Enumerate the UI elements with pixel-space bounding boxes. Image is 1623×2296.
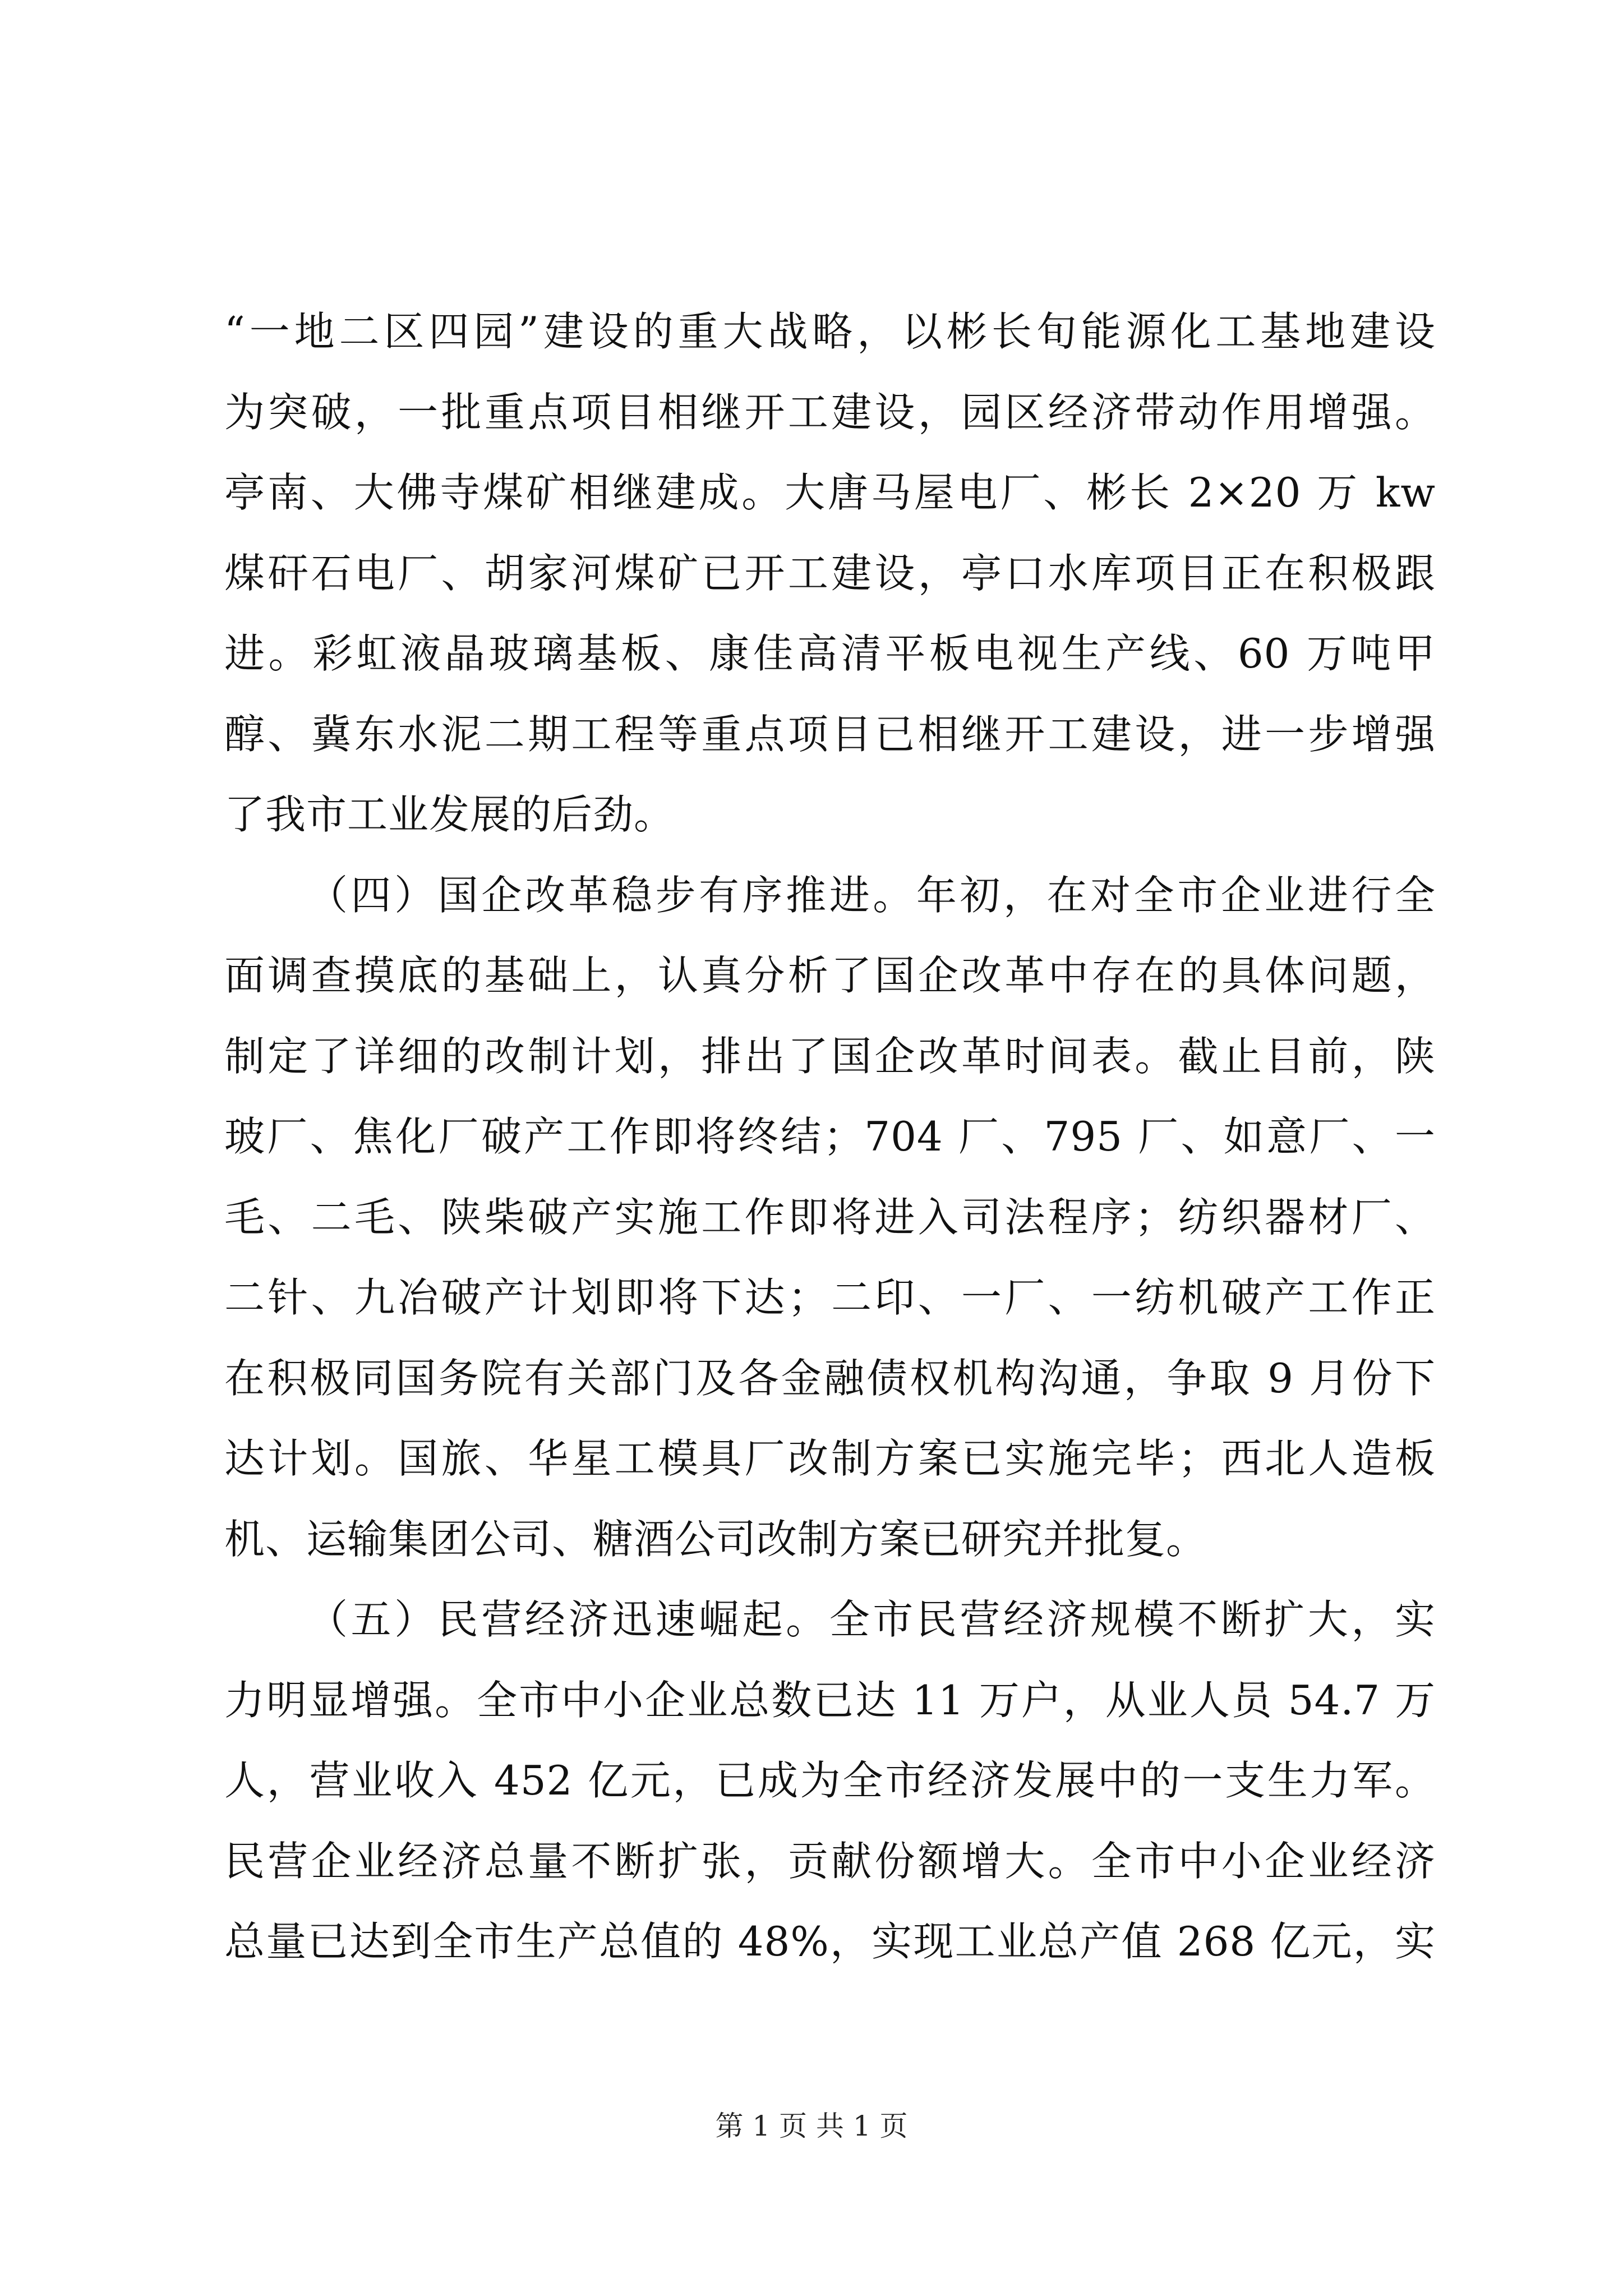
text-line-14: 在积极同国务院有关部门及各金融债权机构沟通，争取 9 月份下 (224, 1354, 1436, 1402)
text-line-18: 力明显增强。全市中小企业总数已达 11 万户，从业人员 54.7 万 (224, 1676, 1436, 1724)
text-line-15: 达计划。国旅、华星工模具厂改制方案已实施完毕；西北人造板 (224, 1435, 1436, 1482)
text-line-4: 煤矸石电厂、胡家河煤矿已开工建设，亭口水库项目正在积极跟 (224, 549, 1436, 597)
page-footer: 第 1 页 共 1 页 (715, 2110, 908, 2142)
text-line-2: 为突破，一批重点项目相继开工建设，园区经济带动作用增强。 (224, 388, 1436, 436)
text-line-10: 制定了详细的改制计划，排出了国企改革时间表。截止目前，陕 (224, 1032, 1436, 1080)
text-line-6: 醇、冀东水泥二期工程等重点项目已相继开工建设，进一步增强 (224, 710, 1436, 758)
text-line-20: 民营企业经济总量不断扩张，贡献份额增大。全市中小企业经济 (224, 1837, 1436, 1885)
text-line-7: 了我市工业发展的后劲。 (224, 791, 675, 838)
text-line-16: 机、运输集团公司、糖酒公司改制方案已研究并批复。 (224, 1515, 1207, 1563)
text-line-21: 总量已达到全市生产总值的 48%，实现工业总产值 268 亿元，实 (224, 1918, 1436, 1965)
text-line-5: 进。彩虹液晶玻璃基板、康佳高清平板电视生产线、60 万吨甲 (224, 630, 1436, 677)
document-body (224, 292, 1436, 1982)
text-line-12: 毛、二毛、陕柴破产实施工作即将进入司法程序；纺织器材厂、 (224, 1193, 1436, 1241)
paragraph-5-heading-line: （五）民营经济迅速崛起。全市民营经济规模不断扩大，实 (307, 1596, 1436, 1643)
paragraph-4-heading-line: （四）国企改革稳步有序推进。年初，在对全市企业进行全 (307, 871, 1436, 919)
text-line-13: 二针、九冶破产计划即将下达；二印、一厂、一纺机破产工作正 (224, 1274, 1436, 1321)
text-line-19: 人，营业收入 452 亿元，已成为全市经济发展中的一支生力军。 (224, 1757, 1436, 1804)
text-line-1: “一地二区四园”建设的重大战略，以彬长旬能源化工基地建设 (224, 308, 1436, 355)
text-line-11: 玻厂、焦化厂破产工作即将终结；704 厂、795 厂、如意厂、一 (224, 1113, 1436, 1160)
text-line-3: 亭南、大佛寺煤矿相继建成。大唐马屋电厂、彬长 2×20 万 kw (224, 469, 1436, 516)
text-line-9: 面调查摸底的基础上，认真分析了国企改革中存在的具体问题， (224, 952, 1436, 999)
